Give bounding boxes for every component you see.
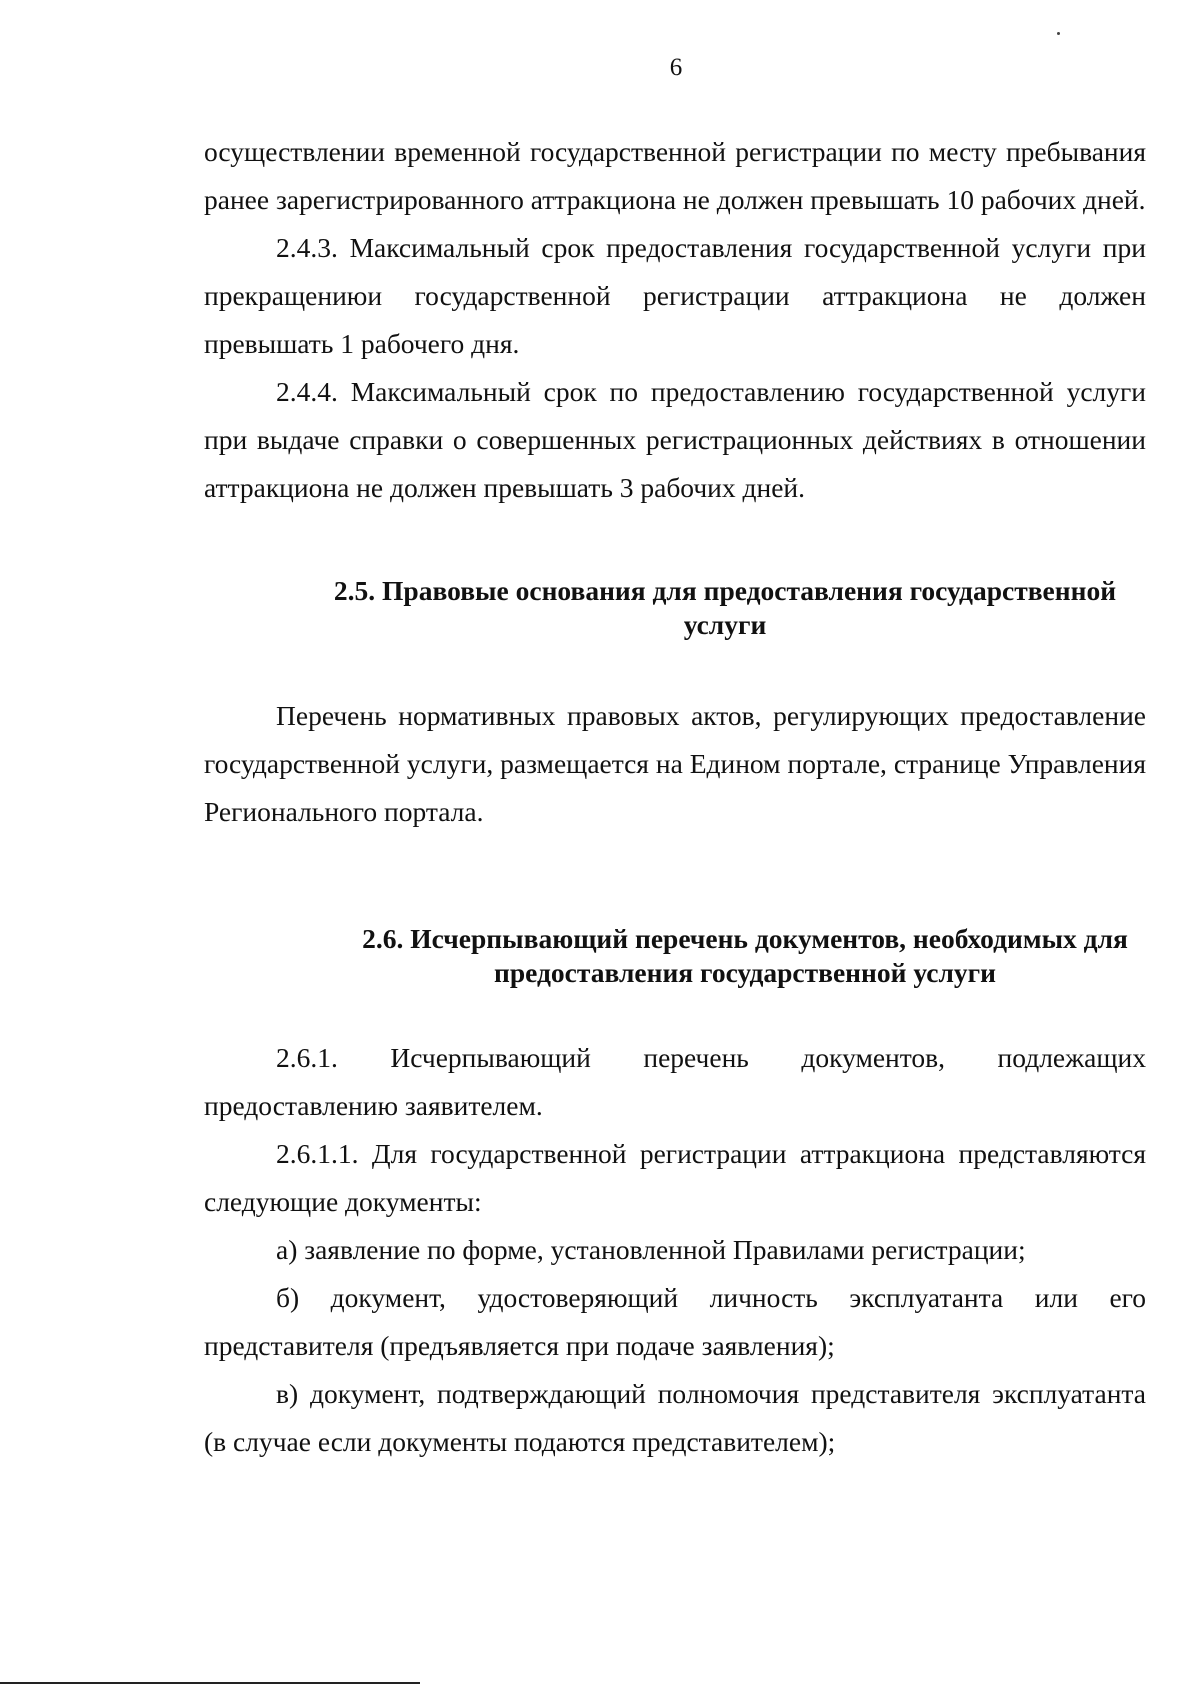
document-body (204, 128, 1146, 1466)
section-heading-2-5 (204, 574, 1146, 642)
heading-2-6-line1: 2.6. Исчерпывающий перечень документов, необходимых для (362, 923, 1128, 954)
paragraph-continuation: осуществлении временной государственной регистрации по месту пребывания ранее зарегистрированного аттракциона не должен превышать 10 рабочих дней. (204, 136, 1146, 215)
paragraph-2-6-1-1: 2.6.1.1. Для государственной регистрации аттракциона представляются следующие документы: (204, 1138, 1146, 1217)
paragraph-2-5-text: Перечень нормативных правовых актов, регулирующих предоставление государственной услуги, размещается на Едином портале, странице Управления Регионального портала. (204, 700, 1146, 827)
paragraph-2-6-1: 2.6.1. Исчерпывающий перечень документов, подлежащих предоставлению заявителем. (204, 1042, 1146, 1121)
paragraph-2-4-3: 2.4.3. Максимальный срок предоставления государственной услуги при прекращениюи государственной регистрации аттракциона не должен превышать 1 рабочего дня. (204, 232, 1146, 359)
list-item-c: в) документ, подтверждающий полномочия представителя эксплуатанта (в случае если документы подаются представителем); (204, 1378, 1146, 1457)
list-item-a: а) заявление по форме, установленной Правилами регистрации; (276, 1234, 1026, 1265)
page-number: 6 (669, 54, 683, 81)
footer-rule (0, 1682, 420, 1684)
heading-2-6-line2: предоставления государственной услуги (494, 957, 996, 988)
section-heading-2-6 (204, 922, 1146, 990)
heading-2-5-line2: услуги (683, 609, 767, 640)
heading-2-5-line1: 2.5. Правовые основания для предоставления государственной (333, 575, 1117, 606)
list-item-b: б) документ, удостоверяющий личность эксплуатанта или его представителя (предъявляется при подаче заявления); (204, 1282, 1146, 1361)
scan-speck (1057, 32, 1060, 35)
paragraph-2-4-4: 2.4.4. Максимальный срок по предоставлению государственной услуги при выдаче справки о совершенных регистрационных действиях в отношении аттракциона не должен превышать 3 рабочих дней. (204, 376, 1146, 503)
